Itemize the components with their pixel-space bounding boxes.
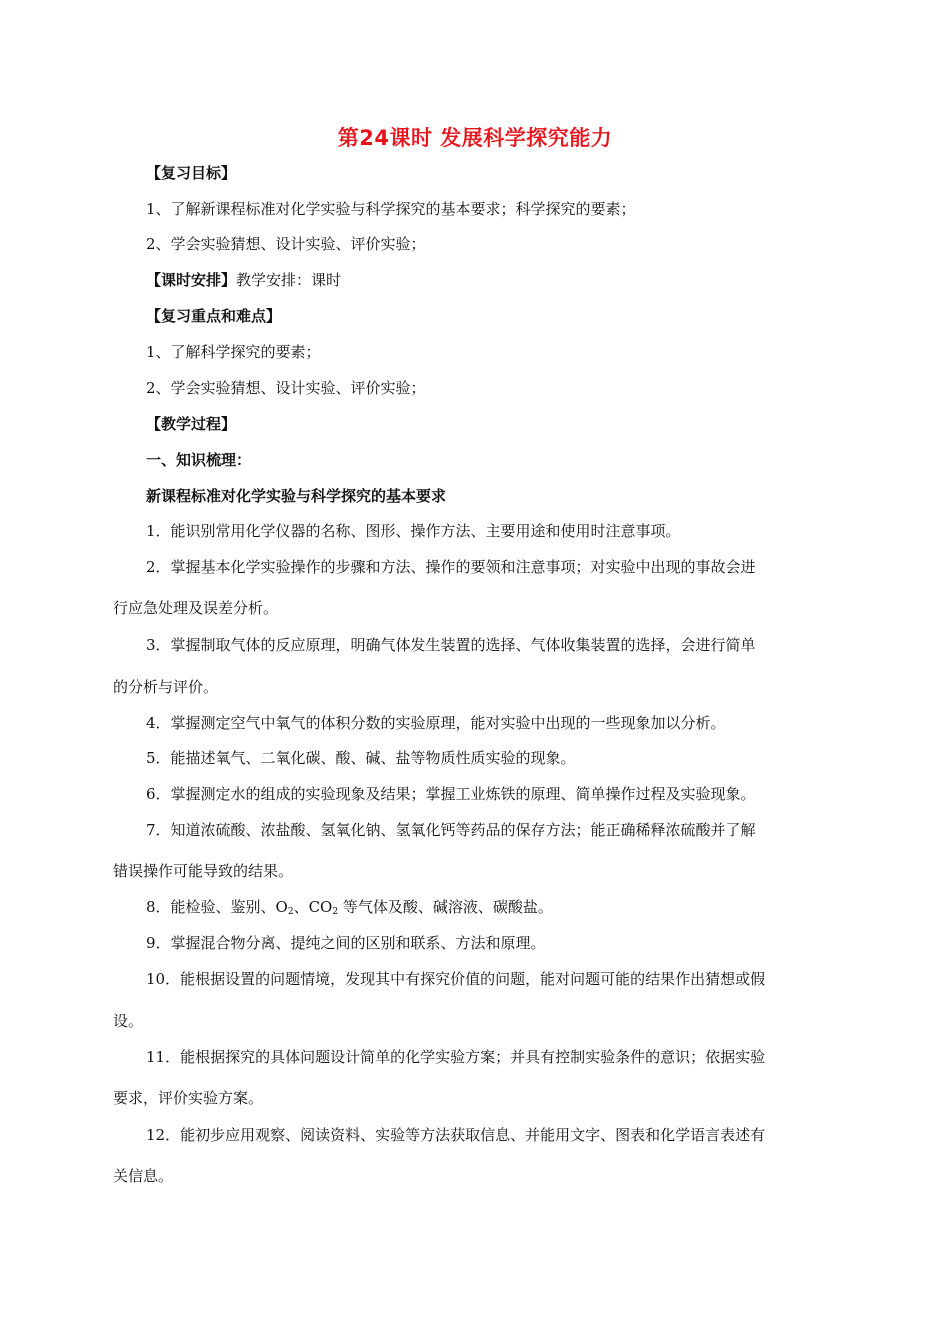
requirement-item-11-cont: 要求，评价实验方案。 — [113, 1089, 264, 1107]
goal-item-2: 2、学会实验猜想、设计实验、评价实验； — [146, 235, 426, 253]
focus-item-1: 1、了解科学探究的要素； — [146, 343, 321, 361]
requirement-item-8 — [146, 896, 553, 923]
item-8-text-b: 、CO — [293, 898, 333, 916]
knowledge-heading: 一、知识梳理： — [146, 451, 252, 469]
focus-item-2: 2、学会实验猜想、设计实验、评价实验； — [146, 379, 426, 397]
requirement-item-7: 7．知道浓硫酸、浓盐酸、氢氧化钠、氢氧化钙等药品的保存方法；能正确稀释浓硫酸并了解 — [146, 821, 756, 839]
schedule-line — [146, 269, 341, 291]
schedule-text: 教学安排：课时 — [236, 271, 342, 289]
requirement-item-9: 9．掌握混合物分离、提纯之间的区别和联系、方法和原理。 — [146, 934, 546, 952]
item-8-subscript-1: 2 — [287, 907, 294, 917]
requirements-heading: 新课程标准对化学实验与科学探究的基本要求 — [146, 487, 447, 505]
requirement-item-2: 2．掌握基本化学实验操作的步骤和方法、操作的要领和注意事项；对实验中出现的事故会进 — [146, 558, 756, 576]
review-goals-heading: 【复习目标】 — [146, 164, 237, 182]
requirement-item-3-cont: 的分析与评价。 — [113, 678, 219, 696]
item-8-text-c: 等气体及酸、碱溶液、碳酸盐。 — [338, 898, 553, 916]
requirement-item-3: 3．掌握制取气体的反应原理，明确气体发生装置的选择、气体收集装置的选择，会进行简单 — [146, 636, 756, 654]
page-title: 第24课时 发展科学探究能力 — [337, 126, 613, 150]
requirement-item-7-cont: 错误操作可能导致的结果。 — [113, 862, 294, 880]
requirement-item-4: 4．掌握测定空气中氧气的体积分数的实验原理，能对实验中出现的一些现象加以分析。 — [146, 714, 726, 732]
requirement-item-1: 1．能识别常用化学仪器的名称、图形、操作方法、主要用途和使用时注意事项。 — [146, 522, 681, 540]
schedule-heading: 【课时安排】 — [146, 271, 237, 289]
requirement-item-10: 10．能根据设置的问题情境，发现其中有探究价值的问题，能对问题可能的结果作出猜想或假 — [146, 970, 766, 988]
item-8-subscript-2: 2 — [332, 907, 339, 917]
goal-item-1: 1、了解新课程标准对化学实验与科学探究的基本要求；科学探究的要素； — [146, 200, 636, 218]
focus-heading: 【复习重点和难点】 — [146, 307, 282, 325]
requirement-item-11: 11．能根据探究的具体问题设计简单的化学实验方案；并具有控制实验条件的意识；依据实验 — [146, 1048, 766, 1066]
requirement-item-5: 5．能描述氧气、二氧化碳、酸、碱、盐等物质性质实验的现象。 — [146, 749, 576, 767]
requirement-item-12: 12．能初步应用观察、阅读资料、实验等方法获取信息、并能用文字、图表和化学语言表述有 — [146, 1126, 766, 1144]
process-heading: 【教学过程】 — [146, 415, 237, 433]
requirement-item-2-cont: 行应急处理及误差分析。 — [113, 599, 279, 617]
requirement-item-10-cont: 设。 — [113, 1012, 144, 1030]
requirement-item-6: 6．掌握测定水的组成的实验现象及结果；掌握工业炼铁的原理、简单操作过程及实验现象。 — [146, 785, 756, 803]
item-8-text-a: 8．能检验、鉴别、O — [146, 898, 288, 916]
requirement-item-12-cont: 关信息。 — [113, 1167, 174, 1185]
